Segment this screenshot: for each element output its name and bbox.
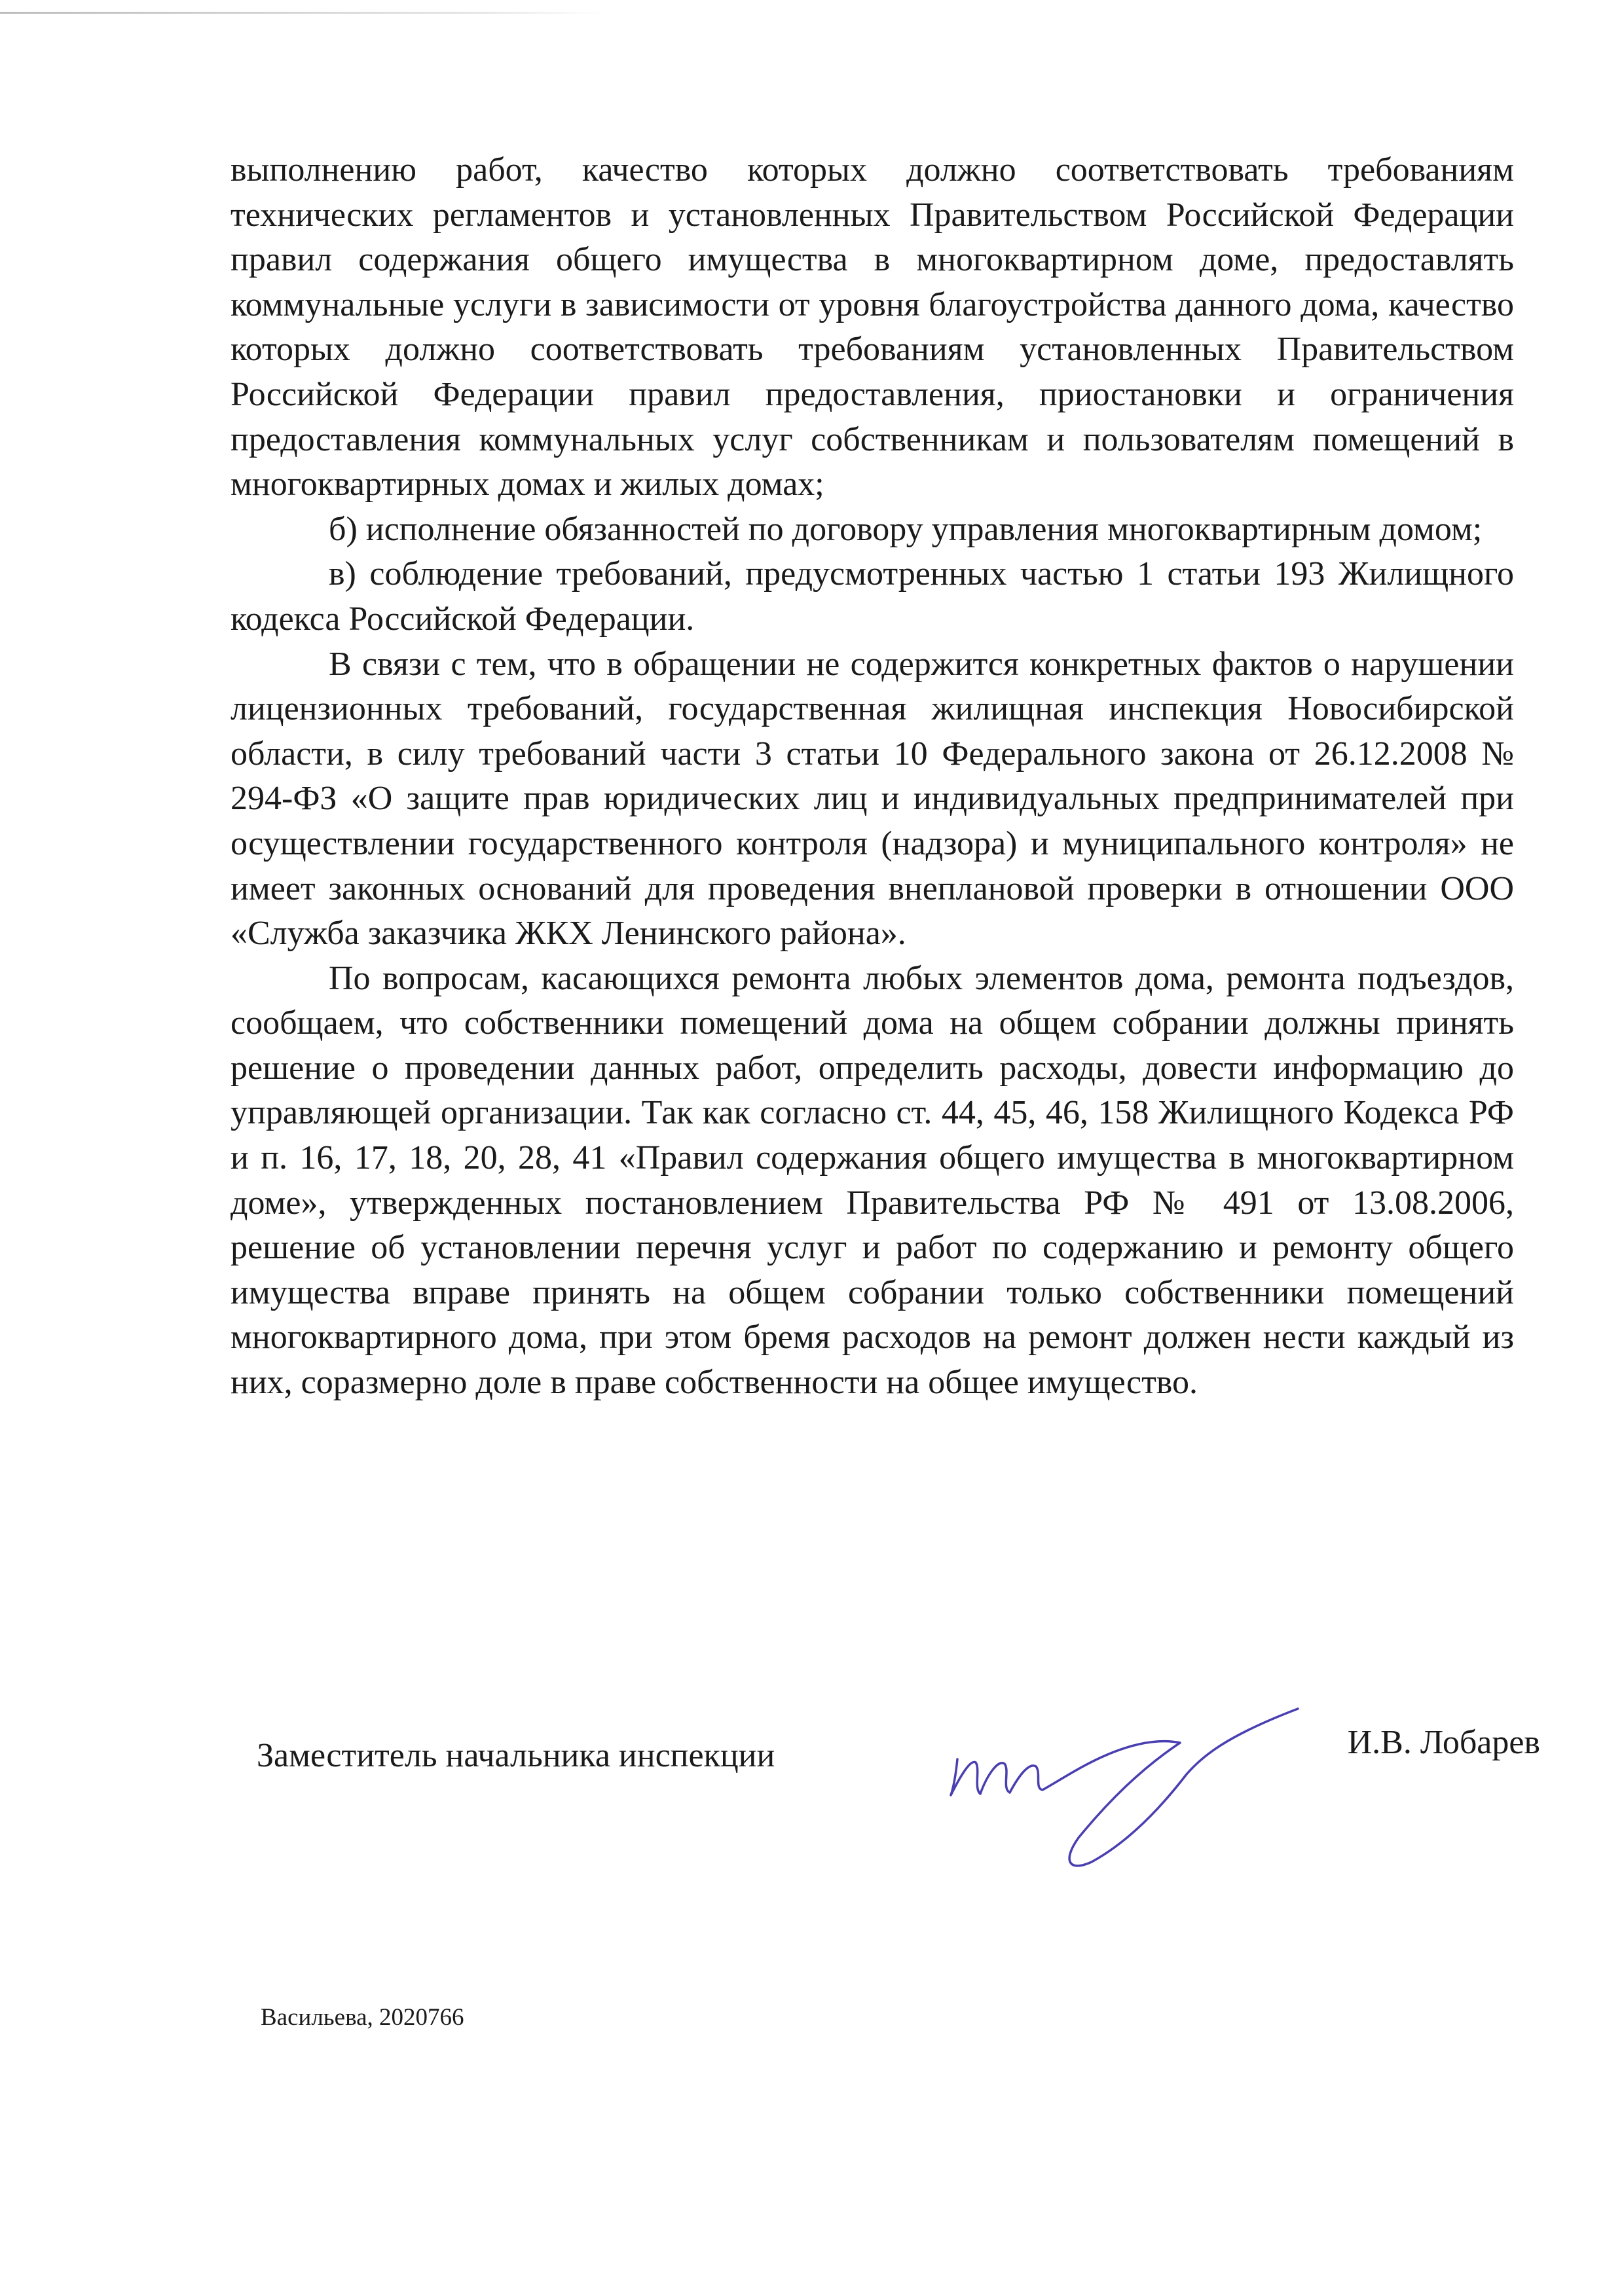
paragraph-continuation: выполнению работ, качество которых должно соответствовать требованиям технических регламентов и установленных Правительством Российской Федерации правил содержания общего имущества в многоквартирном доме, предоставлять коммунальные услуги в зависимости от уровня благоустройства данного дома, качество которых должно соответствовать требованиям установленных Правительством Российской Федерации правил предоставления, приостановки и ограничения предоставления коммунальных услуг собственникам и пользователям помещений в многоквартирных домах и жилых домах; xyxy=(231,151,1514,503)
paragraph-item-b: б) исполнение обязанностей по договору управления многоквартирным домом; xyxy=(329,510,1483,548)
paragraph-repair-questions: По вопросам, касающихся ремонта любых элементов дома, ремонта подъездов, сообщаем, что собственники помещений дома на общем собрании должны принять решение о проведении данных работ, определить расходы, довести информацию до управляющей организации. Так как согласно ст. 44, 45, 46, 158 Жилищного Кодекса РФ и п. 16, 17, 18, 20, 28, 41 «Правил содержания общего имущества в многоквартирном доме», утвержденных постановлением Правительства РФ № 491 от 13.08.2006, решение об установлении перечня услуг и работ по содержанию и ремонту общего имущества вправе принять на общем собрании только собственники помещений многоквартирного дома, при этом бремя расходов на ремонт должен нести каждый из них, соразмерно доле в праве собственности на общее имущество. xyxy=(231,959,1514,1402)
executor-contact: Васильева, 2020766 xyxy=(261,2004,464,2031)
paragraph-inspection-conclusion: В связи с тем, что в обращении не содержится конкретных фактов о нарушении лицензионных требований, государственная жилищная инспекция Новосибирской области, в силу требований части 3 статьи 10 Федерального закона от 26.12.2008 № 294-ФЗ «О защите прав юридических лиц и индивидуальных предпринимателей при осуществлении государственного контроля (надзора) и муниципального контроля» не имеет законных оснований для проведения внеплановой проверки в отношении ООО «Служба заказчика ЖКХ Ленинского района». xyxy=(231,645,1514,953)
signatory-name: И.В. Лобарев xyxy=(1347,1724,1540,1761)
handwritten-signature-icon xyxy=(944,1697,1311,1893)
paragraph-item-v: в) соблюдение требований, предусмотренных частью 1 статьи 193 Жилищного кодекса Российской Федерации. xyxy=(231,555,1514,638)
signature-block xyxy=(257,1717,1540,1887)
signatory-position: Заместитель начальника инспекции xyxy=(257,1737,775,1774)
scan-edge-line xyxy=(0,12,602,14)
letter-body xyxy=(231,148,1514,1406)
